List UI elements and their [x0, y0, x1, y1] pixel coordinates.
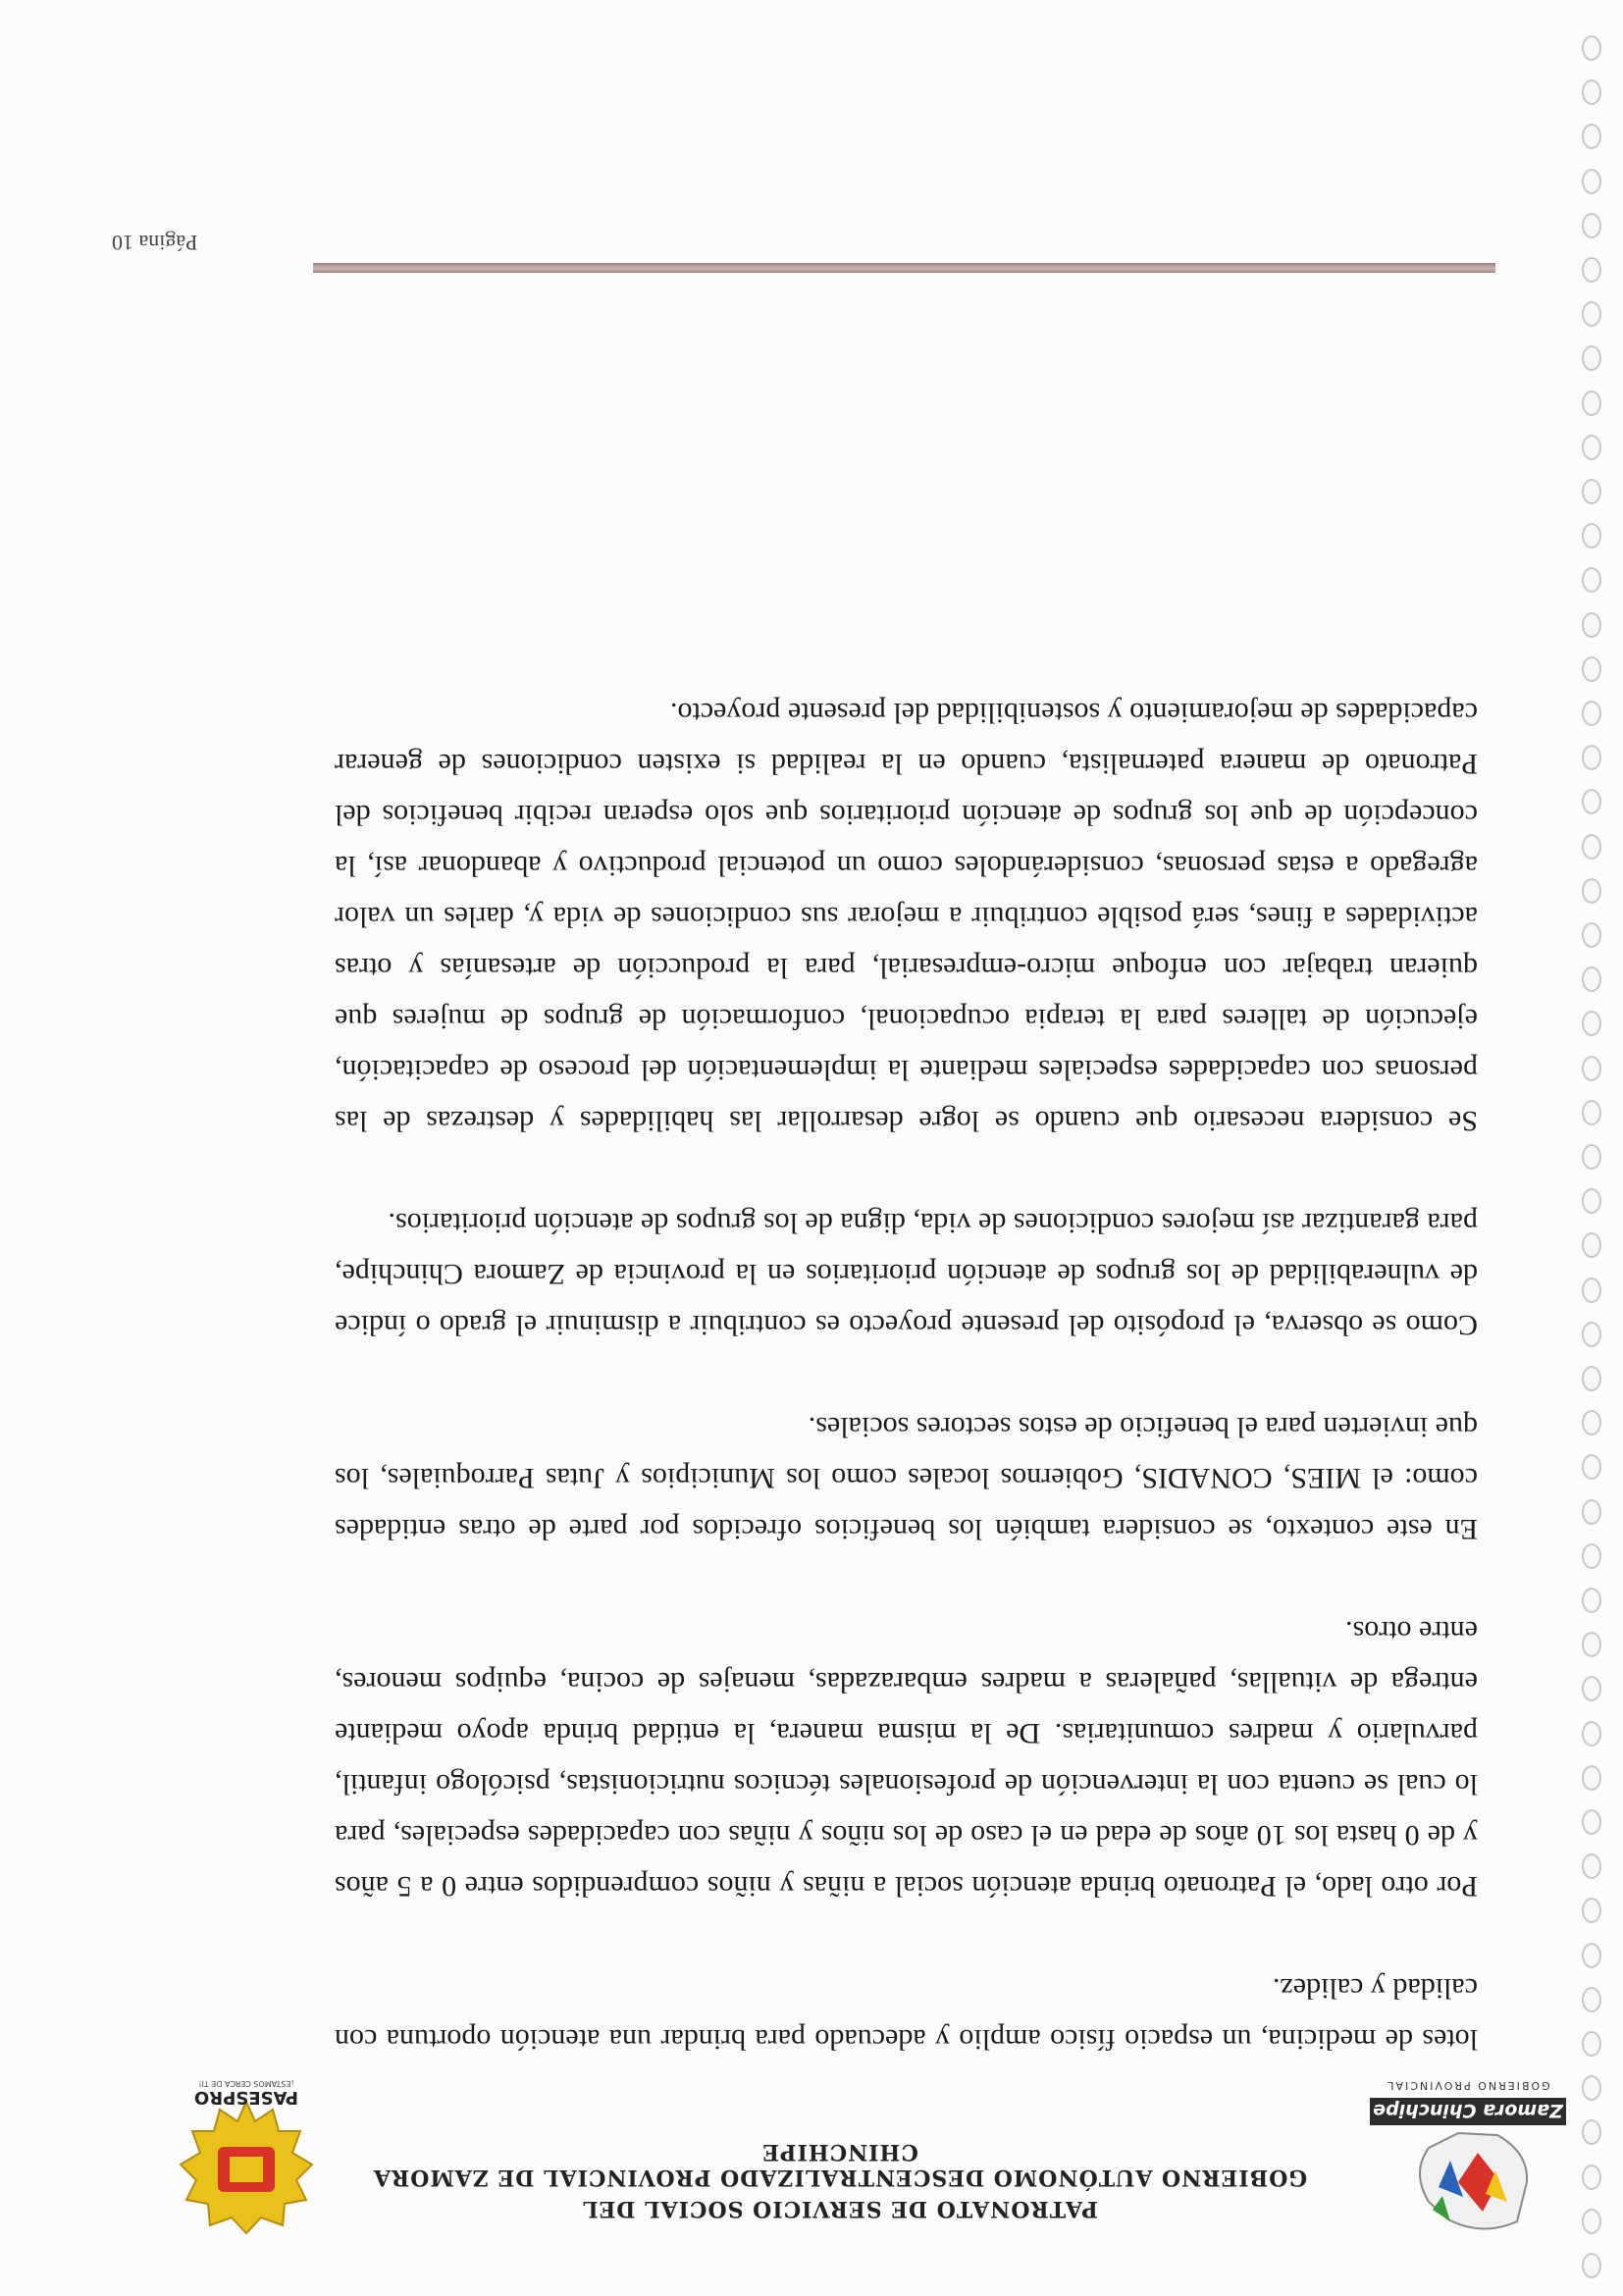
binding-hole — [1582, 878, 1601, 904]
letterhead-line1: PATRONATO DE SERVICIO SOCIAL DEL — [582, 2196, 1098, 2221]
binding-hole — [1582, 1987, 1601, 2012]
binding-hole — [1582, 1721, 1601, 1747]
binding-hole — [1582, 2119, 1601, 2145]
binding-hole — [1582, 213, 1601, 238]
binding-hole — [1582, 834, 1601, 860]
binding-hole — [1582, 1144, 1601, 1170]
paragraph: lotes de medicina, un espacio físico amplio y adecuado para brindar una atención oportuna con calidad y calidez. — [335, 1972, 1478, 2056]
binding-hole — [1582, 1499, 1601, 1525]
binding-hole — [1582, 745, 1601, 770]
letterhead-title — [330, 2139, 1350, 2221]
binding-hole — [1582, 1056, 1601, 1081]
binding-hole — [1582, 1278, 1601, 1303]
page-number: Página 10 — [112, 231, 198, 255]
binding-hole — [1582, 1588, 1601, 1613]
paragraph: Se considera necesario que cuando se logre desarrollar las habilidades y destrezas de las personas con capacidades especiales mediante la implementación del proceso de capacitación, ejecución de talleres para la terapia ocupacional, conformación de grupos de mujeres que quieran trabajar con enfoque micro-empresarial, para la producción de artesanías y otras actividades a fines, será posible contribuir a mejorar sus condiciones de vida y, darles un valor agregado a estas personas, considerándoles como un potencial productivo y abandonar así, la concepción de que los grupos de atención prioritarios que solo esperan recibir beneficios del Patronato de manera paternalista, cuando en la realidad si existen condiciones de generar capacidades de mejoramiento y sostenibilidad del presente proyecto. — [335, 697, 1478, 1137]
document-body — [335, 636, 1478, 2064]
binding-hole — [1582, 1410, 1601, 1435]
paragraph: Por otro lado, el Patronato brinda atención social a niñas y niños comprendidos entre 0 a 5 años y de 0 hasta los 10 años de edad en el caso de los niños y niñas con capacidades especiales, para lo cual se cuenta con la intervención de profesionales técnicos nutricionistas, psicólogo infantil, parvulario y madres comunitarias. De la misma manera, la entidad brinda apoyo mediante entrega de vituallas, pañaleras a madres embarazadas, menajes de cocina, equipos menores, entre otros. — [335, 1615, 1478, 1903]
binding-hole — [1582, 435, 1601, 460]
binding-hole — [1582, 2253, 1601, 2278]
binding-hole — [1582, 2209, 1601, 2234]
letterhead — [173, 2074, 1576, 2241]
binding-hole — [1582, 567, 1601, 593]
binding-hole — [1582, 1765, 1601, 1791]
binding-holes — [1570, 22, 1609, 2278]
binding-hole — [1582, 701, 1601, 726]
paragraph: En este contexto, se considera también los beneficios ofrecidos por parte de otras entidades como: el MIES, CONADIS, Gobiernos locales como los Municipios y Jutas Parroquiales, los que invierten para el beneficio de estos sectores sociales. — [335, 1411, 1478, 1545]
binding-hole — [1582, 1676, 1601, 1701]
letterhead-line2: GOBIERNO AUTÓNOMO DESCENTRALIZADO PROVINCIAL DE ZAMORA CHINCHIPE — [372, 2139, 1308, 2190]
logo-right-big-label: PASESPRO — [193, 2087, 299, 2108]
binding-hole — [1582, 523, 1601, 548]
binding-hole — [1582, 1943, 1601, 1968]
binding-hole — [1582, 2075, 1601, 2101]
logo-right-small-label: ¡ESTAMOS CERCA DE TI! — [198, 2080, 294, 2088]
binding-hole — [1582, 301, 1601, 327]
binding-hole — [1582, 1853, 1601, 1879]
binding-hole — [1582, 1366, 1601, 1391]
binding-hole — [1582, 922, 1601, 948]
binding-hole — [1582, 1188, 1601, 1214]
binding-hole — [1582, 257, 1601, 283]
binding-hole — [1582, 479, 1601, 504]
logo-left-small-label: GOBIERNO PROVINCIAL — [1386, 2079, 1550, 2092]
binding-hole — [1582, 1809, 1601, 1835]
binding-hole — [1582, 789, 1601, 814]
binding-hole — [1582, 1454, 1601, 1480]
binding-hole — [1582, 1322, 1601, 1347]
binding-hole — [1582, 169, 1601, 194]
binding-hole — [1582, 35, 1601, 61]
binding-hole — [1582, 1543, 1601, 1569]
binding-hole — [1582, 124, 1601, 149]
binding-hole — [1582, 391, 1601, 416]
binding-hole — [1582, 656, 1601, 682]
binding-hole — [1582, 1232, 1601, 1258]
pasespro-logo — [173, 2080, 320, 2235]
binding-hole — [1582, 2031, 1601, 2057]
binding-hole — [1582, 79, 1601, 105]
binding-hole — [1582, 2165, 1601, 2190]
binding-hole — [1582, 345, 1601, 371]
gobierno-provincial-logo — [1360, 2074, 1576, 2241]
footer-rule — [313, 263, 1495, 273]
binding-hole — [1582, 1011, 1601, 1036]
binding-hole — [1582, 612, 1601, 638]
binding-hole — [1582, 1898, 1601, 1923]
binding-hole — [1582, 1100, 1601, 1125]
binding-hole — [1582, 966, 1601, 992]
binding-hole — [1582, 1632, 1601, 1657]
logo-left-big-label: Zamora Chinchipe — [1373, 2100, 1563, 2121]
paragraph: Como se observa, el propósito del presente proyecto es contribuir a disminuir el grado o índice de vulnerabilidad de los grupos de atención prioritarios en la provincia de Zamora Chinchipe, para garantizar así mejores condiciones de vida, digna de los grupos de atención prioritarios. — [335, 1207, 1478, 1341]
